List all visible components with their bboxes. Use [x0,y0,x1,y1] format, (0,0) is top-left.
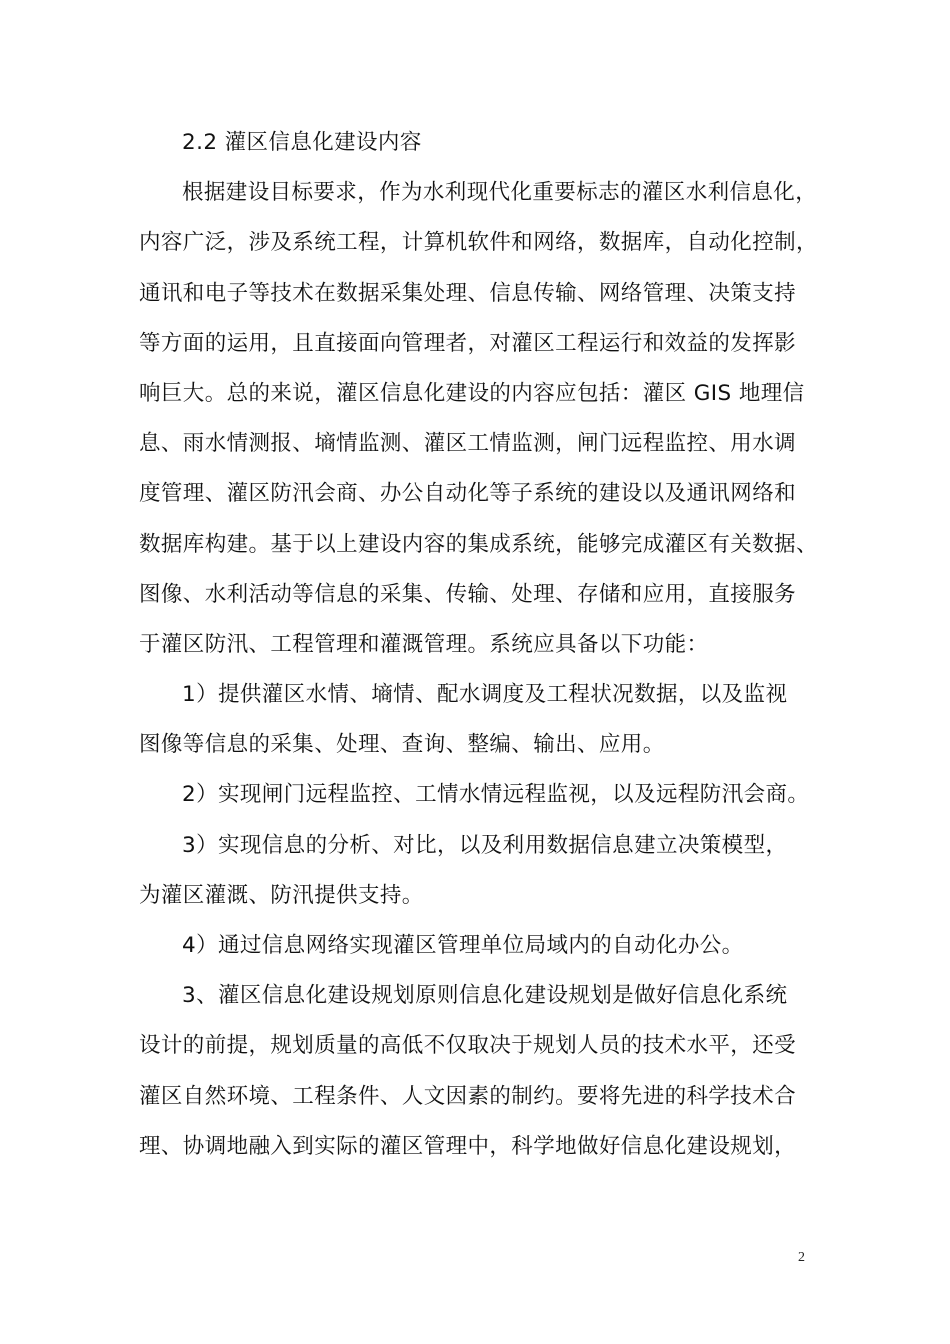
text-line: 设计的前提，规划质量的高低不仅取决于规划人员的技术水平，还受 [139,1033,797,1059]
text-line: 3）实现信息的分析、对比，以及利用数据信息建立决策模型， [182,832,788,858]
text-line: 度管理、灌区防汛会商、办公自动化等子系统的建设以及通讯网络和 [139,481,797,507]
page-number: 2 [798,1250,805,1265]
body-text [139,118,829,1172]
text-line: 灌区自然环境、工程条件、人文因素的制约。要将先进的科学技术合 [139,1083,797,1109]
text-line: 图像等信息的采集、处理、查询、整编、输出、应用。 [139,732,665,758]
text-line: 理、协调地融入到实际的灌区管理中，科学地做好信息化建设规划， [139,1133,797,1159]
text-line: 根据建设目标要求，作为水利现代化重要标志的灌区水利信息化， [182,180,818,206]
text-line: 息、雨水情测报、墒情监测、灌区工情监测，闸门远程监控、用水调 [139,431,797,457]
text-line: 4）通过信息网络实现灌区管理单位局域内的自动化办公。 [182,933,744,958]
text-line: 2）实现闸门远程监控、工情水情远程监视，以及远程防汛会商。 [182,782,810,808]
text-line: 内容广泛，涉及系统工程，计算机软件和网络，数据库，自动化控制， [139,230,818,256]
text-line: 响巨大。总的来说，灌区信息化建设的内容应包括：灌区 GIS 地理信 [139,380,805,406]
text-line: 2.2 灌区信息化建设内容 [182,130,422,155]
text-line: 1）提供灌区水情、墒情、配水调度及工程状况数据，以及监视 [182,682,788,708]
text-line: 图像、水利活动等信息的采集、传输、处理、存储和应用，直接服务 [139,581,797,607]
text-line: 等方面的运用，且直接面向管理者，对灌区工程运行和效益的发挥影 [139,330,797,356]
text-line: 于灌区防汛、工程管理和灌溉管理。系统应具备以下功能： [139,631,709,657]
text-line: 数据库构建。基于以上建设内容的集成系统，能够完成灌区有关数据、 [139,531,818,557]
text-line: 通讯和电子等技术在数据采集处理、信息传输、网络管理、决策支持 [139,280,797,306]
text-line: 为灌区灌溉、防汛提供支持。 [139,882,424,908]
text-line: 3、灌区信息化建设规划原则信息化建设规划是做好信息化系统 [182,983,788,1009]
